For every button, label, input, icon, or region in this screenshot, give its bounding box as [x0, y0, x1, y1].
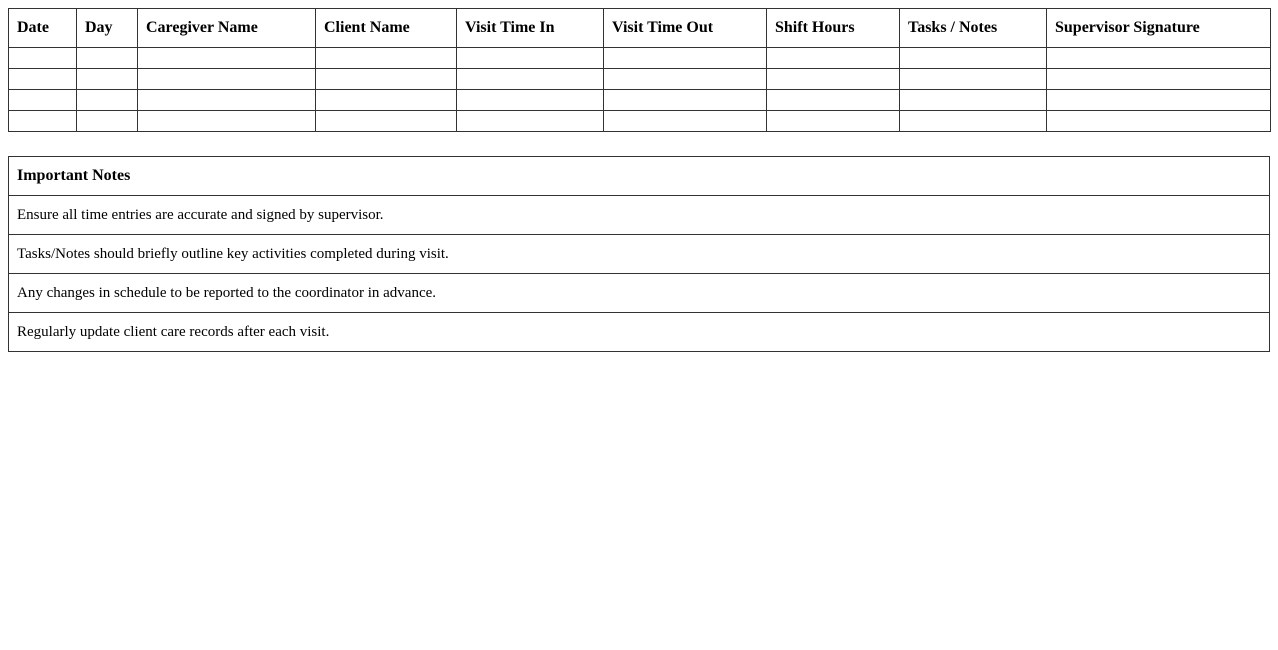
column-header-visit-time-out: Visit Time Out: [604, 9, 767, 48]
table-cell: [767, 111, 900, 132]
table-cell: [77, 90, 138, 111]
table-header-row: [9, 9, 1271, 48]
table-cell: [604, 90, 767, 111]
column-header-caregiver-name: Caregiver Name: [138, 9, 316, 48]
table-cell: [457, 90, 604, 111]
table-cell: [767, 69, 900, 90]
table-cell: [316, 48, 457, 69]
table-cell: [1047, 90, 1271, 111]
table-row: [9, 48, 1271, 69]
table-cell: [9, 48, 77, 69]
list-item: [9, 313, 1270, 352]
table-cell: [316, 69, 457, 90]
note-text: Any changes in schedule to be reported to the coordinator in advance.: [9, 274, 1270, 313]
list-item: [9, 274, 1270, 313]
note-text: Regularly update client care records after each visit.: [9, 313, 1270, 352]
table-cell: [138, 111, 316, 132]
column-header-client-name: Client Name: [316, 9, 457, 48]
table-cell: [138, 90, 316, 111]
column-header-day: Day: [77, 9, 138, 48]
table-cell: [604, 111, 767, 132]
column-header-supervisor-signature: Supervisor Signature: [1047, 9, 1271, 48]
table-cell: [138, 48, 316, 69]
table-row: [9, 69, 1271, 90]
list-item: [9, 196, 1270, 235]
table-cell: [900, 90, 1047, 111]
table-row: [9, 90, 1271, 111]
note-text: Tasks/Notes should briefly outline key activities completed during visit.: [9, 235, 1270, 274]
table-cell: [77, 111, 138, 132]
table-cell: [316, 90, 457, 111]
table-cell: [900, 69, 1047, 90]
notes-title: Important Notes: [9, 157, 1270, 196]
table-cell: [1047, 69, 1271, 90]
table-cell: [457, 111, 604, 132]
important-notes-table: [8, 156, 1270, 352]
table-cell: [604, 48, 767, 69]
column-header-shift-hours: Shift Hours: [767, 9, 900, 48]
table-cell: [1047, 48, 1271, 69]
column-header-date: Date: [9, 9, 77, 48]
note-text: Ensure all time entries are accurate and signed by supervisor.: [9, 196, 1270, 235]
document-page: [8, 8, 1270, 352]
table-cell: [767, 90, 900, 111]
table-cell: [1047, 111, 1271, 132]
table-cell: [9, 111, 77, 132]
table-cell: [9, 90, 77, 111]
column-header-tasks-notes: Tasks / Notes: [900, 9, 1047, 48]
visit-log-table: [8, 8, 1271, 132]
table-cell: [316, 111, 457, 132]
table-cell: [900, 48, 1047, 69]
list-item: [9, 235, 1270, 274]
table-cell: [138, 69, 316, 90]
table-cell: [457, 69, 604, 90]
table-cell: [457, 48, 604, 69]
table-cell: [900, 111, 1047, 132]
table-cell: [77, 48, 138, 69]
table-row: [9, 111, 1271, 132]
notes-header-row: [9, 157, 1270, 196]
table-cell: [77, 69, 138, 90]
table-cell: [9, 69, 77, 90]
column-header-visit-time-in: Visit Time In: [457, 9, 604, 48]
table-cell: [767, 48, 900, 69]
table-cell: [604, 69, 767, 90]
